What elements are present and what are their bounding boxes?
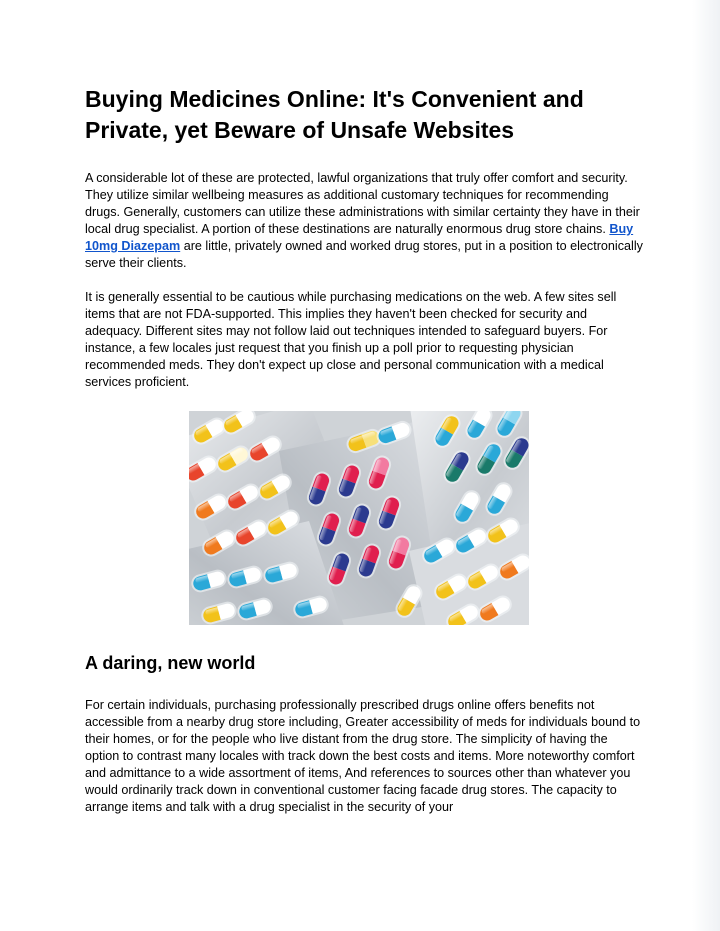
paragraph-intro-text-b: are little, privately owned and worked drug stores, put in a position to electronically serve their clients. (85, 239, 643, 270)
paragraph-intro (85, 170, 645, 272)
article-title: Buying Medicines Online: It's Convenient and Private, yet Beware of Unsafe Websites (85, 86, 584, 143)
buy-diazepam-link[interactable]: Buy 10mg Diazepam (85, 222, 634, 253)
paragraph-caution: It is generally essential to be cautious while purchasing medications on the web. A few sites sell items that are not FDA-supported. This implies they haven't been checked for security and adequacy. Different sites may not follow laid out techniques intended to safeguard buyers. For instance, a few locales just request that you finish up a poll prior to requesting physician recommended meds. They don't expect up close and personal communication with a medical services proficient. (85, 290, 617, 389)
paragraph-benefits: For certain individuals, purchasing professionally prescribed drugs online offers benefits not accessible from a nearby drug store including, Greater accessibility of meds for individuals bound to their homes, or for the people who live distant from the drug store. The simplicity of having the option to contrast many locales with track down the best costs and items. More noteworthy comfort and admittance to a wide assortment of items, And references to sources other than whatever you would ordinarily track down in conventional customer facing facade drug stores. The capacity to arrange items and talk with a drug specialist in the security of your (85, 698, 641, 814)
pill-blister-photo (189, 411, 529, 625)
section-heading: A daring, new world (85, 653, 256, 673)
paragraph-intro-text-a: A considerable lot of these are protected, lawful organizations that truly offer comfort and security. They utilize similar wellbeing measures as additional customary techniques for recommending drugs. Generally, customers can utilize these administrations with similar certainty they have in their local drug specialist. A portion of these destinations are naturally enormous drug store chains. (85, 171, 640, 236)
page-edge-shadow (692, 0, 720, 931)
